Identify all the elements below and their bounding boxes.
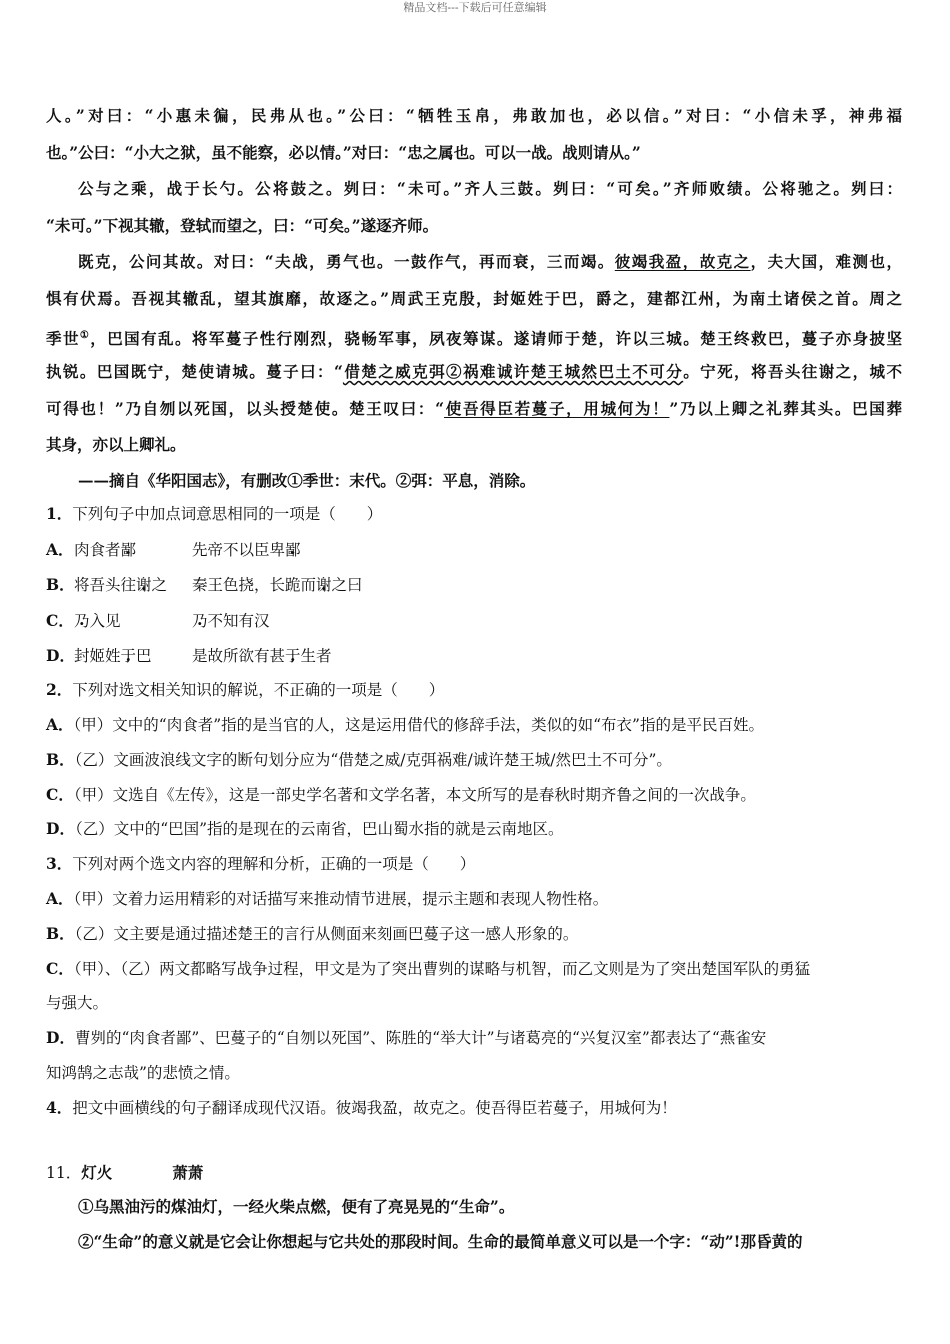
section-11-title: 11．灯火 萧萧: [46, 1162, 204, 1182]
q1-option-d: D．封姬姓于 ·巴 是故所欲有甚于 ·生者: [46, 638, 902, 673]
passage-line: 惧有伏焉。吾视其辙乱，望其旗靡，故逐之。”周武王克殷，封姬姓于巴，爵之，建都江州，为南土诸侯之首。周之: [46, 288, 902, 308]
passage: [46, 98, 902, 497]
passage-line: 可得也！”乃自刎以死国，以头授楚使。楚王叹曰：“使吾得臣若蔓子，用城何为！”乃以上卿之礼葬其头。巴国葬: [46, 398, 902, 418]
section-11-paragraph-1: ①乌黑油污的煤油灯，一经火柴点燃，便有了亮晃晃的“生命”。: [78, 1197, 515, 1217]
question-1: 1．下列句子中加点词意思相同的一项是（ ）: [46, 503, 383, 523]
q3-option-c-cont: 与强大。: [46, 994, 109, 1013]
underlined-sentence-1: 彼竭我盈，故克之: [614, 252, 751, 272]
passage-line: 执锐。巴国既宁，楚使请城。蔓子曰：“借楚之威克弭②祸难诚许楚王城然巴土不可分。宁死，将吾头往谢之，城不: [46, 362, 902, 382]
passage-line: 人。”对曰：“小惠未徧，民弗从也。”公曰：“牺牲玉帛，弗敢加也，必以信。”对曰：“小信未孚，神弗福: [46, 106, 902, 125]
q1-option-a: A．肉食者鄙 · 先帝不以臣卑鄙 ·: [46, 532, 902, 567]
passage-line: 其身，亦以上卿礼。: [46, 435, 186, 455]
q2-option-b: B．（乙）文画波浪线文字的断句划分应为“借楚之威/克弭祸难/诚许楚王城/然巴土不可分”。: [46, 749, 672, 769]
section-11: [46, 1156, 902, 1260]
passage-line: “未可。”下视其辙，登轼而望之，曰：“可矣。”遂逐齐师。: [46, 215, 439, 235]
underlined-sentence-2: 使吾得臣若蔓子，用城何为！: [444, 398, 670, 418]
wavy-underlined-text: 借楚之威克弭②祸难诚许楚王城然巴土不可分: [342, 362, 684, 382]
section-11-paragraph-2: ②“生命”的意义就是它会让你想起与它共处的那段时间。生命的最简单意义可以是一个字：“动”!那昏黄的: [78, 1232, 803, 1252]
q2-option-d: D．（乙）文中的“巴国”指的是现在的云南省，巴山蜀水指的就是云南地区。: [46, 819, 564, 839]
q3-option-b: B．（乙）文主要是通过描述楚王的言行从侧面来刻画巴蔓子这一感人形象的。: [46, 923, 579, 943]
q2-option-a: A．（甲）文中的“肉食者”指的是当官的人，这是运用借代的修辞手法，类似的如“布衣”指的是平民百姓。: [46, 715, 764, 735]
passage-line: 既克，公问其故。对曰：“夫战，勇气也。一鼓作气，再而衰，三而竭。彼竭我盈，故克之，夫大国，难测也，: [78, 252, 902, 272]
q3-option-c: C．（甲）、（乙）两文都略写战争过程，甲文是为了突出曹刿的谋略与机智，而乙文则是为了突出楚国军队的勇猛: [46, 958, 811, 978]
footnote-mark: ①: [79, 329, 91, 341]
q3-option-d: D．曹刿的“肉食者鄙”、巴蔓子的“自刎以死国”、陈胜的“举大计”与诸葛亮的“兴复汉室”都表达了“燕雀安: [46, 1028, 767, 1048]
q1-option-b: B．将吾头往谢 ·之 秦王色挠，长跪而谢 ·之曰: [46, 567, 902, 602]
passage-line: 公与之乘，战于长勺。公将鼓之。刿曰：“未可。”齐人三鼓。刿曰：“可矣。”齐师败绩。公将驰之。刿曰：: [78, 179, 902, 199]
passage-line: 季世①，巴国有乱。将军蔓子性行刚烈，骁畅军事，夙夜筹谋。遂请师于楚，许以三城。楚王终救巴，蔓子亦身披坚: [46, 328, 902, 348]
question-2: 2．下列对选文相关知识的解说，不正确的一项是（ ）: [46, 680, 445, 700]
question-3: 3．下列对两个选文内容的理解和分析，正确的一项是（ ）: [46, 854, 476, 874]
question-4: 4．把文中画横线的句子翻译成现代汉语。彼竭我盈，故克之。使吾得臣若蔓子，用城何为！: [46, 1097, 677, 1117]
q1-option-c: C．乃 ·入见 乃 ·不知有汉: [46, 603, 902, 638]
document-body: [46, 98, 902, 1260]
page-header: 精品文档---下载后可任意编辑: [403, 1, 547, 14]
q3-option-a: A．（甲）文着力运用精彩的对话描写来推动情节进展，提示主题和表现人物性格。: [46, 889, 609, 909]
source-note: ——摘自《华阳国志》，有删改①季世：末代。②弭：平息，消除。: [78, 470, 536, 490]
q3-option-d-cont: 知鸿鹄之志哉”的悲愤之情。: [46, 1064, 240, 1083]
passage-line: 也。”公曰：“小大之狱，虽不能察，必以情。”对曰：“忠之属也。可以一战。战则请从。”: [46, 142, 641, 162]
q2-option-c: C．（甲）文选自《左传》，这是一部史学名著和文学名著，本文所写的是春秋时期齐鲁之间的一次战争。: [46, 784, 756, 804]
